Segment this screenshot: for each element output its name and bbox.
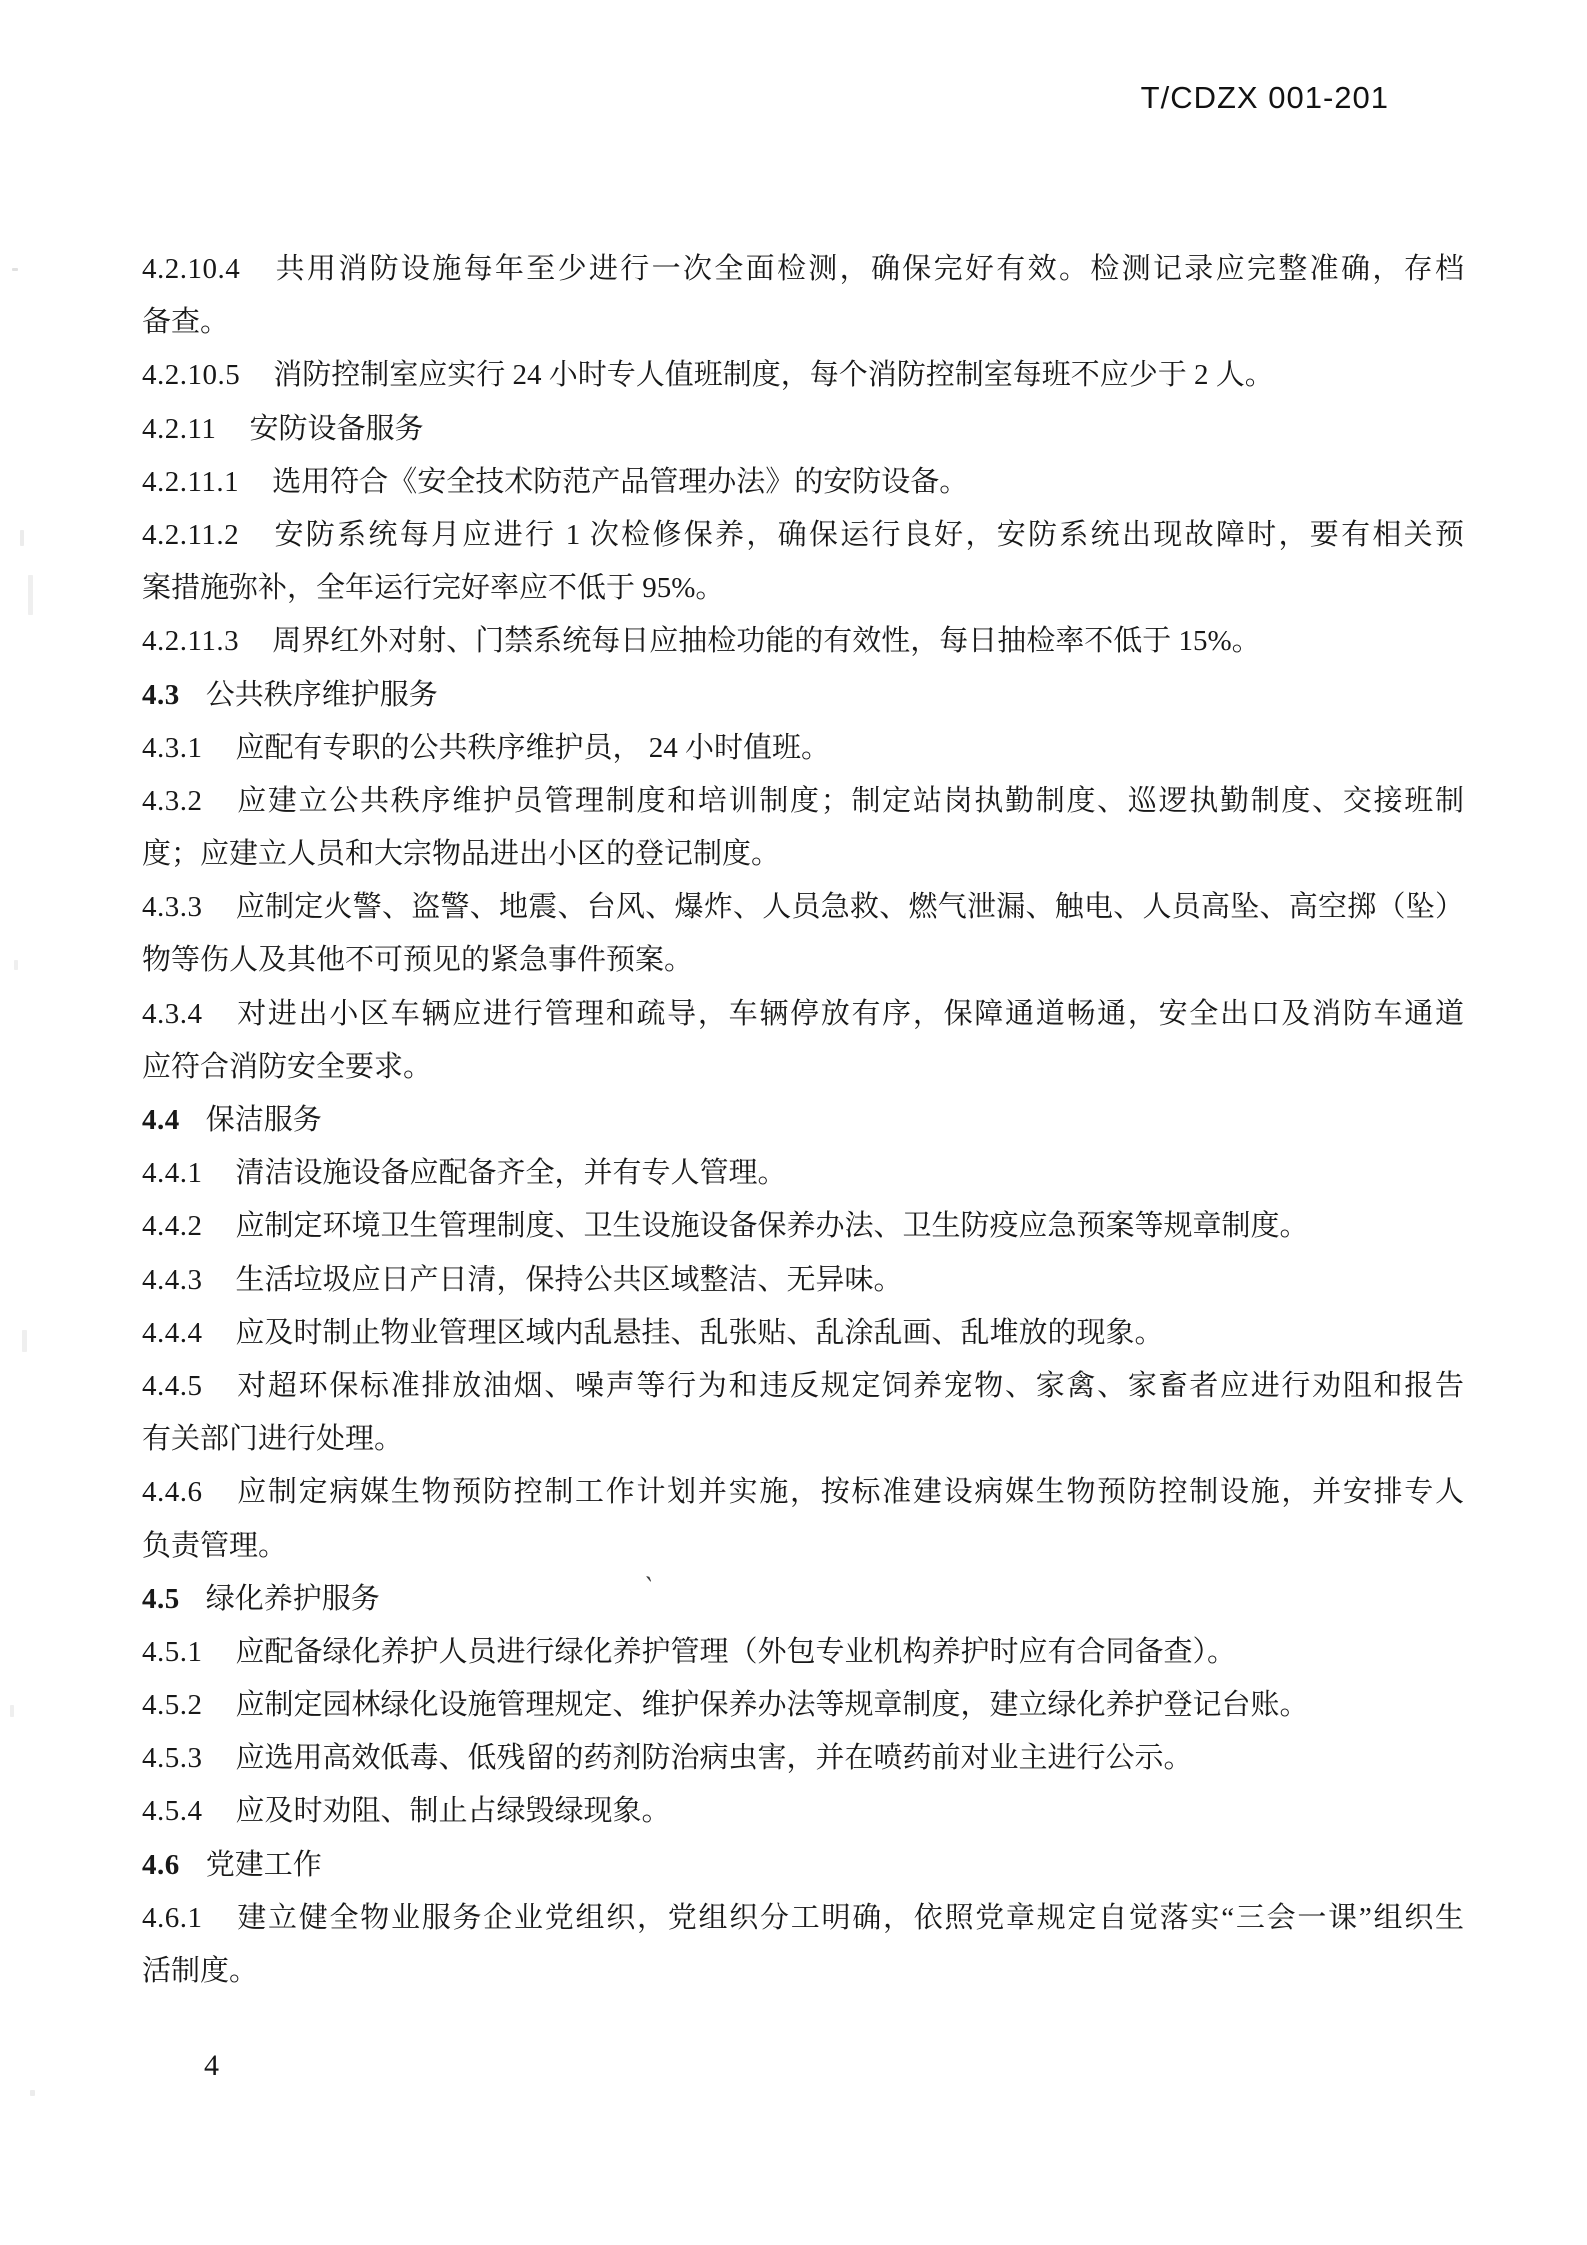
clause-text: 对进出小区车辆应进行管理和疏导，车辆停放有序，保障通道畅通，安全出口及消防车通道 — [235, 997, 1464, 1030]
doc-line — [142, 1945, 1464, 1998]
doc-line — [142, 775, 1464, 828]
doc-line — [142, 1785, 1464, 1838]
doc-line — [142, 403, 1464, 456]
doc-line — [142, 934, 1464, 987]
clause-text: 应建立公共秩序维护员管理制度和培训制度；制定站岗执勤制度、巡逻执勤制度、交接班制 — [235, 784, 1464, 817]
clause-text: 物等伤人及其他不可预见的紧急事件预案。 — [142, 944, 694, 977]
doc-line — [142, 1254, 1464, 1307]
doc-line — [142, 562, 1464, 615]
clause-text: 负责管理。 — [142, 1529, 288, 1562]
clause-number: 4.3.2 — [142, 784, 203, 817]
scan-speck — [12, 268, 18, 271]
doc-line — [142, 509, 1464, 562]
clause-text: 绿化养护服务 — [205, 1582, 380, 1615]
clause-text: 保洁服务 — [205, 1104, 322, 1136]
doc-line — [142, 1679, 1464, 1732]
page-number: 4 — [204, 2049, 219, 2082]
doc-line — [142, 1200, 1464, 1253]
clause-text: 活制度。 — [142, 1955, 259, 1987]
scan-speck — [10, 1705, 14, 1717]
clause-number: 4.4.3 — [142, 1263, 203, 1296]
clause-text: 应配有专职的公共秩序维护员， 24 小时值班。 — [235, 731, 831, 764]
clause-number: 4.4.6 — [142, 1476, 203, 1509]
doc-line — [142, 296, 1464, 349]
clause-number: 4.4.5 — [142, 1369, 203, 1402]
section-heading — [142, 1094, 1464, 1147]
clause-text: 应制定火警、盗警、地震、台风、爆炸、人员急救、燃气泄漏、触电、人员高坠、高空掷（坠） — [235, 891, 1464, 924]
doc-line — [142, 1147, 1464, 1200]
clause-number: 4.6 — [142, 1848, 180, 1881]
clause-number: 4.4 — [142, 1104, 180, 1136]
clause-number: 4.4.4 — [142, 1316, 203, 1349]
doc-line — [142, 881, 1464, 934]
clause-text: 党建工作 — [205, 1848, 322, 1881]
clause-number: 4.3.4 — [142, 997, 203, 1030]
clause-number: 4.2.11.2 — [142, 518, 240, 551]
clause-number: 4.4.2 — [142, 1210, 203, 1243]
section-heading — [142, 1573, 1464, 1626]
section-heading — [142, 669, 1464, 722]
doc-line — [142, 1626, 1464, 1679]
clause-text: 安防设备服务 — [249, 412, 424, 445]
clause-text: 共用消防设施每年至少进行一次全面检测，确保完好有效。检测记录应完整准确，存档 — [273, 253, 1464, 285]
clause-number: 4.2.10.5 — [142, 359, 241, 392]
clause-text: 备查。 — [142, 306, 230, 339]
clause-text: 安防系统每月应进行 1 次检修保养，确保运行良好，安防系统出现故障时，要有相关预 — [272, 518, 1464, 551]
clause-text: 清洁设施设备应配备齐全，并有专人管理。 — [235, 1157, 787, 1190]
clause-text: 周界红外对射、门禁系统每日应抽检功能的有效性，每日抽检率不低于 15%。 — [272, 625, 1261, 658]
clause-number: 4.2.10.4 — [142, 253, 241, 285]
doc-line — [142, 988, 1464, 1041]
clause-text: 应符合消防安全要求。 — [142, 1050, 433, 1083]
clause-number: 4.3 — [142, 678, 180, 711]
clause-text: 应制定环境卫生管理制度、卫生设施设备保养办法、卫生防疫应急预案等规章制度。 — [235, 1210, 1309, 1243]
clause-text: 建立健全物业服务企业党组织，党组织分工明确，依照党章规定自觉落实“三会一课”组织生 — [235, 1901, 1464, 1934]
clause-text: 对超环保标准排放油烟、噪声等行为和违反规定饲养宠物、家禽、家畜者应进行劝阻和报告 — [235, 1369, 1464, 1402]
clause-number: 4.5.3 — [142, 1742, 203, 1775]
doc-line — [142, 456, 1464, 509]
clause-text: 案措施弥补，全年运行完好率应不低于 95%。 — [142, 572, 725, 605]
doc-line — [142, 349, 1464, 402]
scan-speck — [14, 960, 18, 970]
clause-number: 4.5.1 — [142, 1635, 203, 1668]
doc-line — [142, 1041, 1464, 1094]
doc-line — [142, 243, 1464, 296]
scan-speck — [28, 575, 33, 615]
clause-number: 4.5.4 — [142, 1795, 203, 1828]
doc-line — [142, 1520, 1464, 1573]
clause-text: 应制定病媒生物预防控制工作计划并实施，按标准建设病媒生物预防控制设施，并安排专人 — [235, 1476, 1464, 1509]
clause-number: 4.3.1 — [142, 731, 203, 764]
scan-speck — [22, 1330, 27, 1352]
scan-stray-mark: ` — [638, 1571, 656, 1604]
clause-text: 应及时制止物业管理区域内乱悬挂、乱张贴、乱涂乱画、乱堆放的现象。 — [235, 1316, 1164, 1349]
clause-text: 选用符合《安全技术防范产品管理办法》的安防设备。 — [272, 465, 969, 498]
clause-text: 公共秩序维护服务 — [205, 678, 438, 711]
doc-line — [142, 722, 1464, 775]
scan-speck — [20, 530, 24, 546]
clause-number: 4.2.11 — [142, 412, 217, 445]
clause-text: 度；应建立人员和大宗物品进出小区的登记制度。 — [142, 838, 781, 871]
scan-speck — [30, 2090, 35, 2096]
clause-number: 4.6.1 — [142, 1901, 203, 1934]
clause-number: 4.4.1 — [142, 1157, 203, 1190]
clause-text: 生活垃圾应日产日清，保持公共区域整洁、无异味。 — [235, 1263, 903, 1296]
clause-text: 有关部门进行处理。 — [142, 1423, 404, 1456]
document-body — [142, 243, 1464, 1998]
clause-number: 4.2.11.1 — [142, 465, 240, 498]
doc-line — [142, 615, 1464, 668]
doc-line — [142, 1732, 1464, 1785]
doc-line — [142, 828, 1464, 881]
section-heading — [142, 1839, 1464, 1892]
clause-text: 消防控制室应实行 24 小时专人值班制度，每个消防控制室每班不应少于 2 人。 — [273, 359, 1274, 392]
clause-text: 应选用高效低毒、低残留的药剂防治病虫害，并在喷药前对业主进行公示。 — [235, 1742, 1193, 1775]
doc-line — [142, 1307, 1464, 1360]
clause-text: 应配备绿化养护人员进行绿化养护管理（外包专业机构养护时应有合同备查）。 — [235, 1635, 1237, 1668]
clause-text: 应及时劝阻、制止占绿毁绿现象。 — [235, 1795, 671, 1828]
clause-text: 应制定园林绿化设施管理规定、维护保养办法等规章制度，建立绿化养护登记台账。 — [235, 1689, 1309, 1722]
doc-line — [142, 1466, 1464, 1519]
doc-line — [142, 1892, 1464, 1945]
clause-number: 4.5 — [142, 1582, 180, 1615]
doc-line — [142, 1360, 1464, 1413]
clause-number: 4.5.2 — [142, 1689, 203, 1722]
clause-number: 4.2.11.3 — [142, 625, 240, 658]
clause-number: 4.3.3 — [142, 891, 203, 924]
doc-line — [142, 1413, 1464, 1466]
standard-code-header: T/CDZX 001-201 — [1140, 80, 1389, 115]
